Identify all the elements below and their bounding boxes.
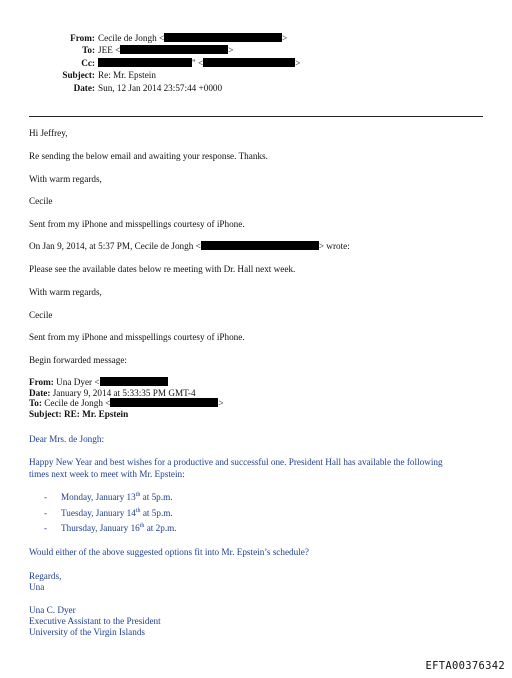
sent-from-line: Sent from my iPhone and misspellings courtesy of iPhone.: [29, 332, 245, 342]
quoted-paragraph-line: times next week to meet with Mr. Epstein:: [29, 469, 185, 479]
signature-organization: University of the Virgin Islands: [29, 626, 145, 637]
fwd-from-label: From:: [29, 377, 54, 387]
to-tail: >: [228, 45, 234, 56]
fwd-to-tail: >: [218, 398, 224, 408]
cc-quote: " <: [192, 57, 204, 68]
cc-tail: >: [295, 57, 301, 68]
date-value: Sun, 12 Jan 2014 23:57:44 +0000: [98, 82, 223, 93]
to-value: JEE <: [98, 45, 121, 56]
wrote-line: [29, 241, 350, 252]
fwd-to-row: [29, 398, 224, 409]
fwd-from-value: Una Dyer <: [53, 377, 100, 387]
forwarded-header: [29, 377, 224, 419]
from-tail: >: [282, 33, 288, 43]
fwd-subject-label: Subject:: [29, 408, 62, 419]
closing-line: Regards,: [29, 571, 62, 581]
redaction-box: [120, 45, 228, 54]
wrote-suffix: > wrote:: [318, 241, 350, 251]
redaction-box: [98, 58, 192, 67]
email-header: [20, 33, 400, 95]
bates-number: EFTA00376342: [425, 660, 505, 672]
greeting: Hi Jeffrey,: [29, 128, 68, 138]
forwarded-intro: Begin forwarded message:: [29, 355, 127, 365]
fwd-date-label: Date:: [29, 387, 51, 398]
closing-name: Una: [29, 581, 45, 592]
signature-name: Una C. Dyer: [29, 605, 76, 615]
regards-line: With warm regards,: [29, 287, 102, 297]
header-divider: [29, 116, 483, 117]
to-label: To:: [82, 45, 95, 56]
date-label: Date:: [73, 82, 95, 93]
fwd-to-label: To:: [29, 398, 42, 408]
redaction-box: [100, 377, 168, 386]
quoted-question: Would either of the above suggested options fit into Mr. Epstein’s schedule?: [29, 547, 309, 557]
sender-name: Cecile: [29, 310, 53, 320]
body-line: Re sending the below email and awaiting your response. Thanks.: [29, 151, 268, 161]
fwd-subject-row: [29, 409, 224, 420]
subject-value: Re: Mr. Epstein: [98, 70, 156, 81]
header-cc-row: [20, 58, 400, 70]
regards-line: With warm regards,: [29, 174, 102, 184]
redaction-box: [164, 33, 282, 42]
subject-label: Subject:: [62, 70, 95, 81]
body-line: Please see the available dates below re meeting with Dr. Hall next week.: [29, 264, 296, 274]
sender-name: Cecile: [29, 196, 53, 206]
fwd-date-row: [29, 388, 224, 399]
sent-from-line: Sent from my iPhone and misspellings courtesy of iPhone.: [29, 219, 245, 229]
cc-label: Cc:: [81, 57, 95, 68]
header-to-row: [20, 45, 400, 57]
quoted-paragraph-line: Happy New Year and best wishes for a productive and successful one. President Hall has available the following: [29, 457, 443, 467]
quoted-salutation: Dear Mrs. de Jongh:: [29, 434, 105, 444]
redaction-box: [201, 241, 319, 250]
redaction-box: [110, 398, 218, 407]
signature-title: Executive Assistant to the President: [29, 615, 161, 626]
fwd-from-row: [29, 377, 224, 388]
fwd-subject-value: RE: Mr. Epstein: [61, 408, 129, 419]
email-document: From: Cecile de Jongh < > To: JEE < > Cc: " < > Subject: Re: Mr. Epstein Date: Sun, 12 Jan 2014 23:57:44 +0000 Hi Jeffrey, Re sending the below email and awaiting your response. Thanks. With warm regards, Cecile Sent from my iPhone and misspellings courtesy of iPhone. On Jan 9, 2014, at 5:37 PM, Cecile de Jongh < > wrote: Please see the available dates below re meeting with Dr. Hall next week. With warm regards, Cecile Sent from my iPhone and misspellings courtesy of iPhone. Begin forwarded message: From: Una Dyer < Date: January 9, 2014 at 5:33:35 PM GMT-4 To: Cecile de Jongh < > Subject: RE: Mr. Epstein Dear Mrs. de Jongh: Happy New Year and best wishes for a productive and successful one. President Hall has available the following times next week to meet with Mr. Epstein: - Monday, January 13th at 5p.m. - Tuesday, January 14th at 5p.m. - Thursday, January 16th at 2p.m. Would either of the above suggested options fit into Mr. Epstein’s schedule? Regards, Una Una C. Dyer Executive Assistant to the President University of the Virgin Islands EFTA00376342: [0, 0, 512, 678]
header-subject-row: [20, 70, 400, 82]
from-value: Cecile de Jongh <: [98, 33, 165, 43]
fwd-date-value: January 9, 2014 at 5:33:35 PM GMT-4: [50, 387, 196, 398]
header-date-row: [20, 83, 400, 95]
header-from-row: [20, 33, 400, 45]
fwd-to-value: Cecile de Jongh <: [41, 398, 111, 408]
wrote-prefix: On Jan 9, 2014, at 5:37 PM, Cecile de Jongh <: [29, 241, 201, 251]
quoted-closing: [29, 571, 61, 593]
redaction-box: [203, 58, 295, 67]
from-label: From:: [70, 33, 95, 43]
email-signature: [29, 605, 161, 637]
